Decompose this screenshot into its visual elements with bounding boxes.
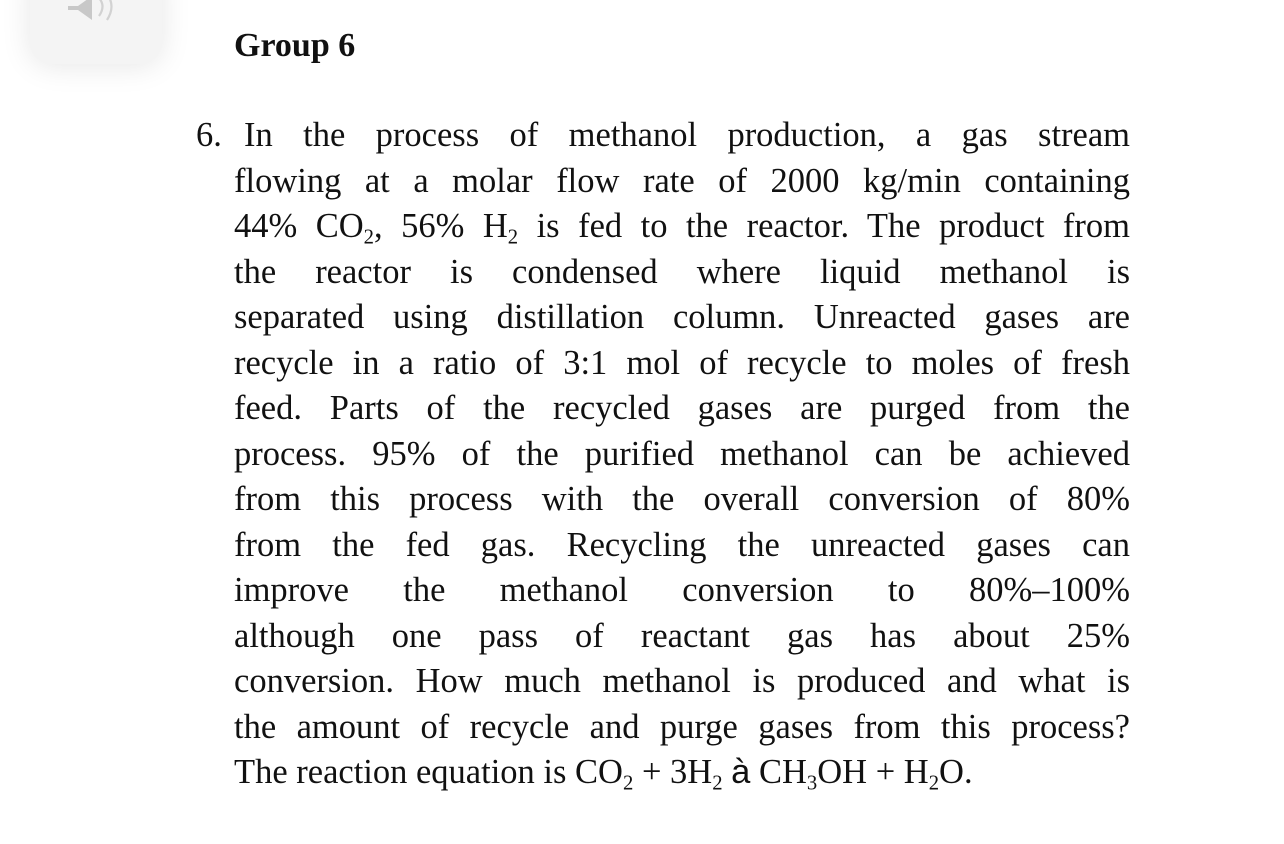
text-run: recycle in a ratio of 3:1 mol of recycle to moles of fresh (234, 343, 1130, 382)
text-run: OH + H (817, 753, 929, 791)
question-text (196, 113, 1130, 796)
text-run: feed. Parts of the recycled gases are purged from the (234, 389, 1130, 427)
subscript: 3 (806, 772, 818, 795)
text-run: from this process with the overall conversion of 80% (234, 480, 1130, 518)
text-run: O. (939, 753, 973, 791)
question-block (196, 113, 1130, 796)
question-line (234, 341, 1130, 387)
subscript: 2 (928, 772, 940, 795)
question-line (234, 204, 1130, 250)
question-line (244, 113, 1130, 159)
question-line (234, 386, 1130, 432)
subscript: 2 (507, 226, 519, 249)
question-line (234, 568, 1130, 614)
question-line (234, 523, 1130, 569)
text-run: process. 95% of the purified methanol can be achieved (234, 434, 1130, 473)
text-run: 44% CO (234, 207, 364, 245)
text-run: In the process of methanol production, a gas stream (244, 116, 1130, 154)
reaction-arrow-glyph: à (731, 753, 751, 791)
text-run: the amount of recycle and purge gases from this process? (234, 707, 1130, 746)
question-number: 6. (196, 116, 222, 154)
group-title: Group 6 (234, 27, 356, 64)
question-line (234, 659, 1130, 705)
text-run: is fed to the reactor. The product from (518, 207, 1130, 245)
text-run (723, 753, 732, 791)
text-run: although one pass of reactant gas has about 25% (234, 616, 1130, 655)
question-line (234, 295, 1130, 341)
text-run: The reaction equation is CO (234, 753, 623, 791)
text-run: separated using distillation column. Unreacted gases are (234, 298, 1130, 336)
text-run: the reactor is condensed where liquid methanol is (234, 252, 1130, 291)
text-run: from the fed gas. Recycling the unreacted gases can (234, 525, 1130, 564)
text-run: flowing at a molar flow rate of 2000 kg/min containing (234, 161, 1130, 200)
text-run: improve the methanol conversion to 80%–100% (234, 571, 1130, 609)
text-run: CH (750, 753, 807, 791)
question-line (234, 250, 1130, 296)
question-line (234, 750, 1130, 796)
text-run: + 3H (633, 753, 713, 791)
question-line (234, 614, 1130, 660)
question-line (234, 477, 1130, 523)
question-line (234, 705, 1130, 751)
text-run: conversion. How much methanol is produced and what is (234, 662, 1130, 700)
audio-card[interactable] (30, 0, 162, 64)
subscript: 2 (712, 772, 723, 795)
text-run: , 56% H (374, 207, 508, 245)
question-line (234, 159, 1130, 205)
subscript: 2 (363, 226, 374, 249)
speaker-icon (66, 0, 126, 26)
question-line (234, 432, 1130, 478)
subscript: 2 (622, 772, 634, 795)
